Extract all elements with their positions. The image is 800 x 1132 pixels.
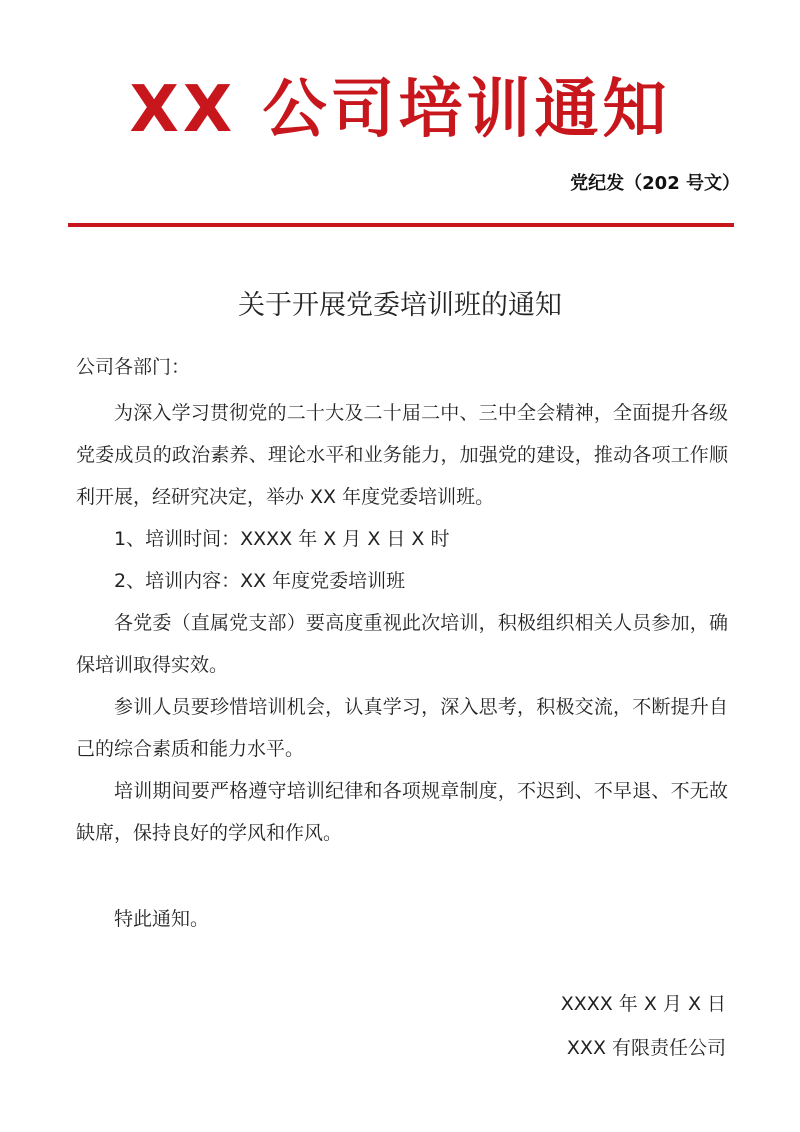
masthead-title: XX 公司培训通知 (129, 73, 671, 147)
body-paragraph: 为深入学习贯彻党的二十大及二十届二中、三中全会精神，全面提升各级党委成员的政治素养、理论水平和业务能力，加强党的建设，推动各项工作顺利开展，经研究决定，举办 XX 年度党委培训班。 (76, 402, 728, 508)
signature-date: XXXX 年 X 月 X 日 (560, 993, 726, 1015)
document-number: 党纪发（202 号文） (570, 173, 740, 194)
salutation: 公司各部门： (76, 356, 191, 378)
notice-body (76, 392, 728, 854)
notice-title: 关于开展党委培训班的通知 (238, 290, 562, 321)
red-divider-line (68, 223, 734, 227)
body-paragraph: 培训期间要严格遵守培训纪律和各项规章制度，不迟到、不早退、不无故缺席，保持良好的学风和作风。 (76, 780, 728, 844)
training-content-item: 2、培训内容：XX 年度党委培训班 (114, 570, 406, 592)
training-time-item: 1、培训时间：XXXX 年 X 月 X 日 X 时 (114, 528, 450, 550)
closing-remark: 特此通知。 (114, 908, 210, 930)
body-paragraph: 各党委（直属党支部）要高度重视此次培训，积极组织相关人员参加，确保培训取得实效。 (76, 612, 728, 676)
signature-company: XXX 有限责任公司 (566, 1037, 726, 1059)
body-paragraph: 参训人员要珍惜培训机会，认真学习，深入思考，积极交流，不断提升自己的综合素质和能力水平。 (76, 696, 728, 760)
